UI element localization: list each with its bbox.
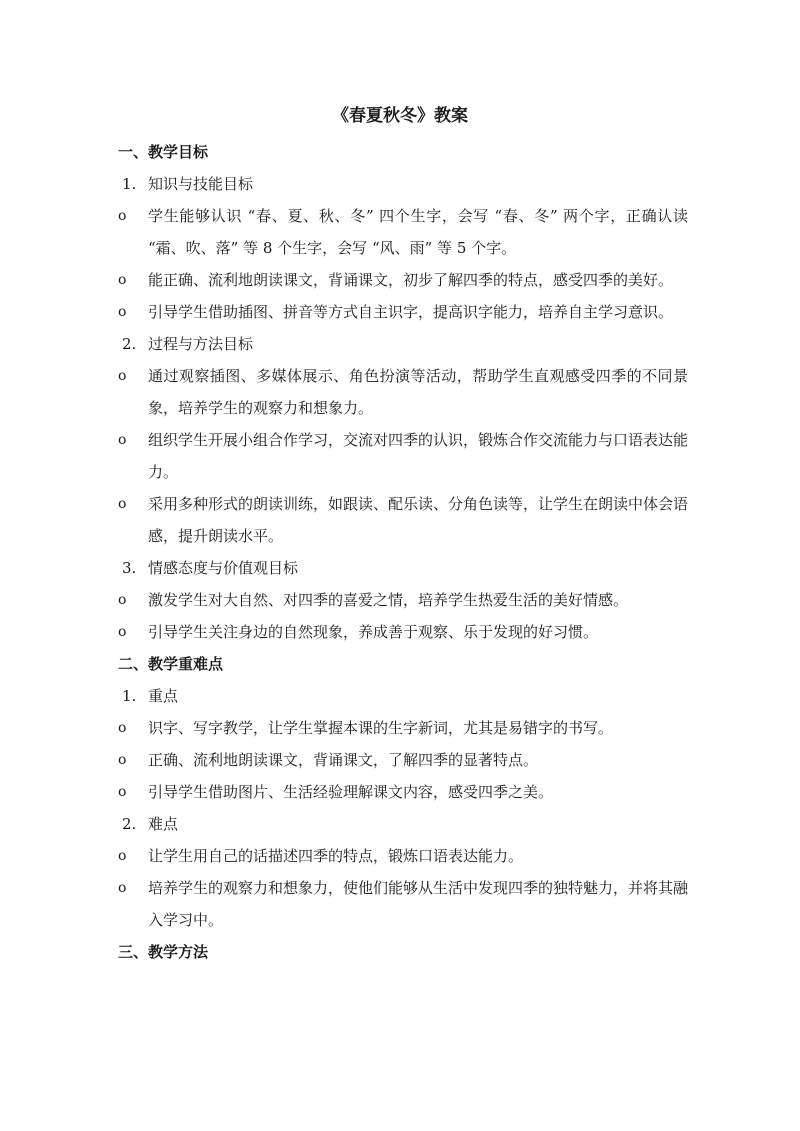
subsection-number: 3. bbox=[122, 559, 137, 577]
list-item-text: 采用多种形式的朗读训练，如跟读、配乐读、分角色读等，让学生在朗读中体会语感，提升朗读水平。 bbox=[148, 495, 689, 545]
list-item-text: 学生能够认识 “春、夏、秋、冬” 四个生字，会写 “春、冬” 两个字，正确认读 “霜、吹、落” 等 8 个生字，会写 “风、雨” 等 5 个字。 bbox=[148, 207, 688, 257]
list-item bbox=[118, 584, 688, 616]
document-body bbox=[118, 142, 688, 974]
bullet-circle-icon: o bbox=[118, 432, 127, 448]
list-item bbox=[118, 840, 688, 872]
bullet-circle-icon: o bbox=[118, 304, 127, 320]
subsection-label: 难点 bbox=[148, 815, 179, 833]
bullet-circle-icon: o bbox=[118, 752, 127, 768]
subsection-number: 1. bbox=[122, 687, 137, 705]
subsection-number: 1. bbox=[122, 175, 137, 193]
bullet-circle-icon: o bbox=[118, 848, 127, 864]
section-heading: 一、教学目标 bbox=[118, 143, 209, 161]
subsection-number: 2. bbox=[122, 815, 137, 833]
list-item-text: 引导学生借助插图、拼音等方式自主识字，提高识字能力，培养自主学习意识。 bbox=[148, 303, 674, 321]
list-item bbox=[118, 744, 688, 776]
bullet-circle-icon: o bbox=[118, 592, 127, 608]
bullet-circle-icon: o bbox=[118, 880, 127, 896]
bullet-circle-icon: o bbox=[118, 496, 127, 512]
list-item bbox=[118, 200, 688, 264]
list-item-text: 正确、流利地朗读课文，背诵课文，了解四季的显著特点。 bbox=[148, 751, 539, 769]
bullet-circle-icon: o bbox=[118, 208, 127, 224]
list-item bbox=[118, 488, 688, 552]
list-item bbox=[118, 424, 688, 488]
list-item-text: 引导学生关注身边的自然现象，养成善于观察、乐于发现的好习惯。 bbox=[148, 623, 599, 641]
section-heading: 三、教学方法 bbox=[118, 943, 209, 961]
bullet-circle-icon: o bbox=[118, 624, 127, 640]
bullet-circle-icon: o bbox=[118, 720, 127, 736]
list-item-text: 培养学生的观察力和想象力，使他们能够从生活中发现四季的独特魅力，并将其融入学习中。 bbox=[148, 879, 689, 929]
list-item-text: 通过观察插图、多媒体展示、角色扮演等活动，帮助学生直观感受四季的不同景象，培养学生的观察力和想象力。 bbox=[148, 367, 688, 417]
bullet-circle-icon: o bbox=[118, 272, 127, 288]
list-item-text: 让学生用自己的话描述四季的特点，锻炼口语表达能力。 bbox=[148, 847, 524, 865]
subsection-label: 知识与技能目标 bbox=[148, 175, 254, 193]
list-item-text: 能正确、流利地朗读课文，背诵课文，初步了解四季的特点，感受四季的美好。 bbox=[148, 271, 674, 289]
list-item bbox=[118, 296, 688, 328]
subsection-label: 重点 bbox=[148, 687, 179, 705]
list-item-text: 识字、写字教学，让学生掌握本课的生字新词，尤其是易错字的书写。 bbox=[148, 719, 614, 737]
bullet-circle-icon: o bbox=[118, 784, 127, 800]
subsection-label: 过程与方法目标 bbox=[148, 335, 254, 353]
subsection-label: 情感态度与价值观目标 bbox=[148, 559, 299, 577]
subsection-number: 2. bbox=[122, 335, 137, 353]
list-item-text: 激发学生对大自然、对四季的喜爱之情，培养学生热爱生活的美好情感。 bbox=[148, 591, 629, 609]
list-item bbox=[118, 264, 688, 296]
list-item bbox=[118, 872, 688, 936]
list-item-text: 引导学生借助图片、生活经验理解课文内容，感受四季之美。 bbox=[148, 783, 554, 801]
list-item bbox=[118, 776, 688, 808]
list-item bbox=[118, 712, 688, 744]
bullet-circle-icon: o bbox=[118, 368, 127, 384]
list-item bbox=[118, 616, 688, 648]
list-item-text: 组织学生开展小组合作学习，交流对四季的认识，锻炼合作交流能力与口语表达能力。 bbox=[148, 431, 689, 481]
document-title: 《春夏秋冬》教案 bbox=[332, 106, 468, 126]
list-item bbox=[118, 360, 688, 424]
section-heading: 二、教学重难点 bbox=[118, 655, 224, 673]
